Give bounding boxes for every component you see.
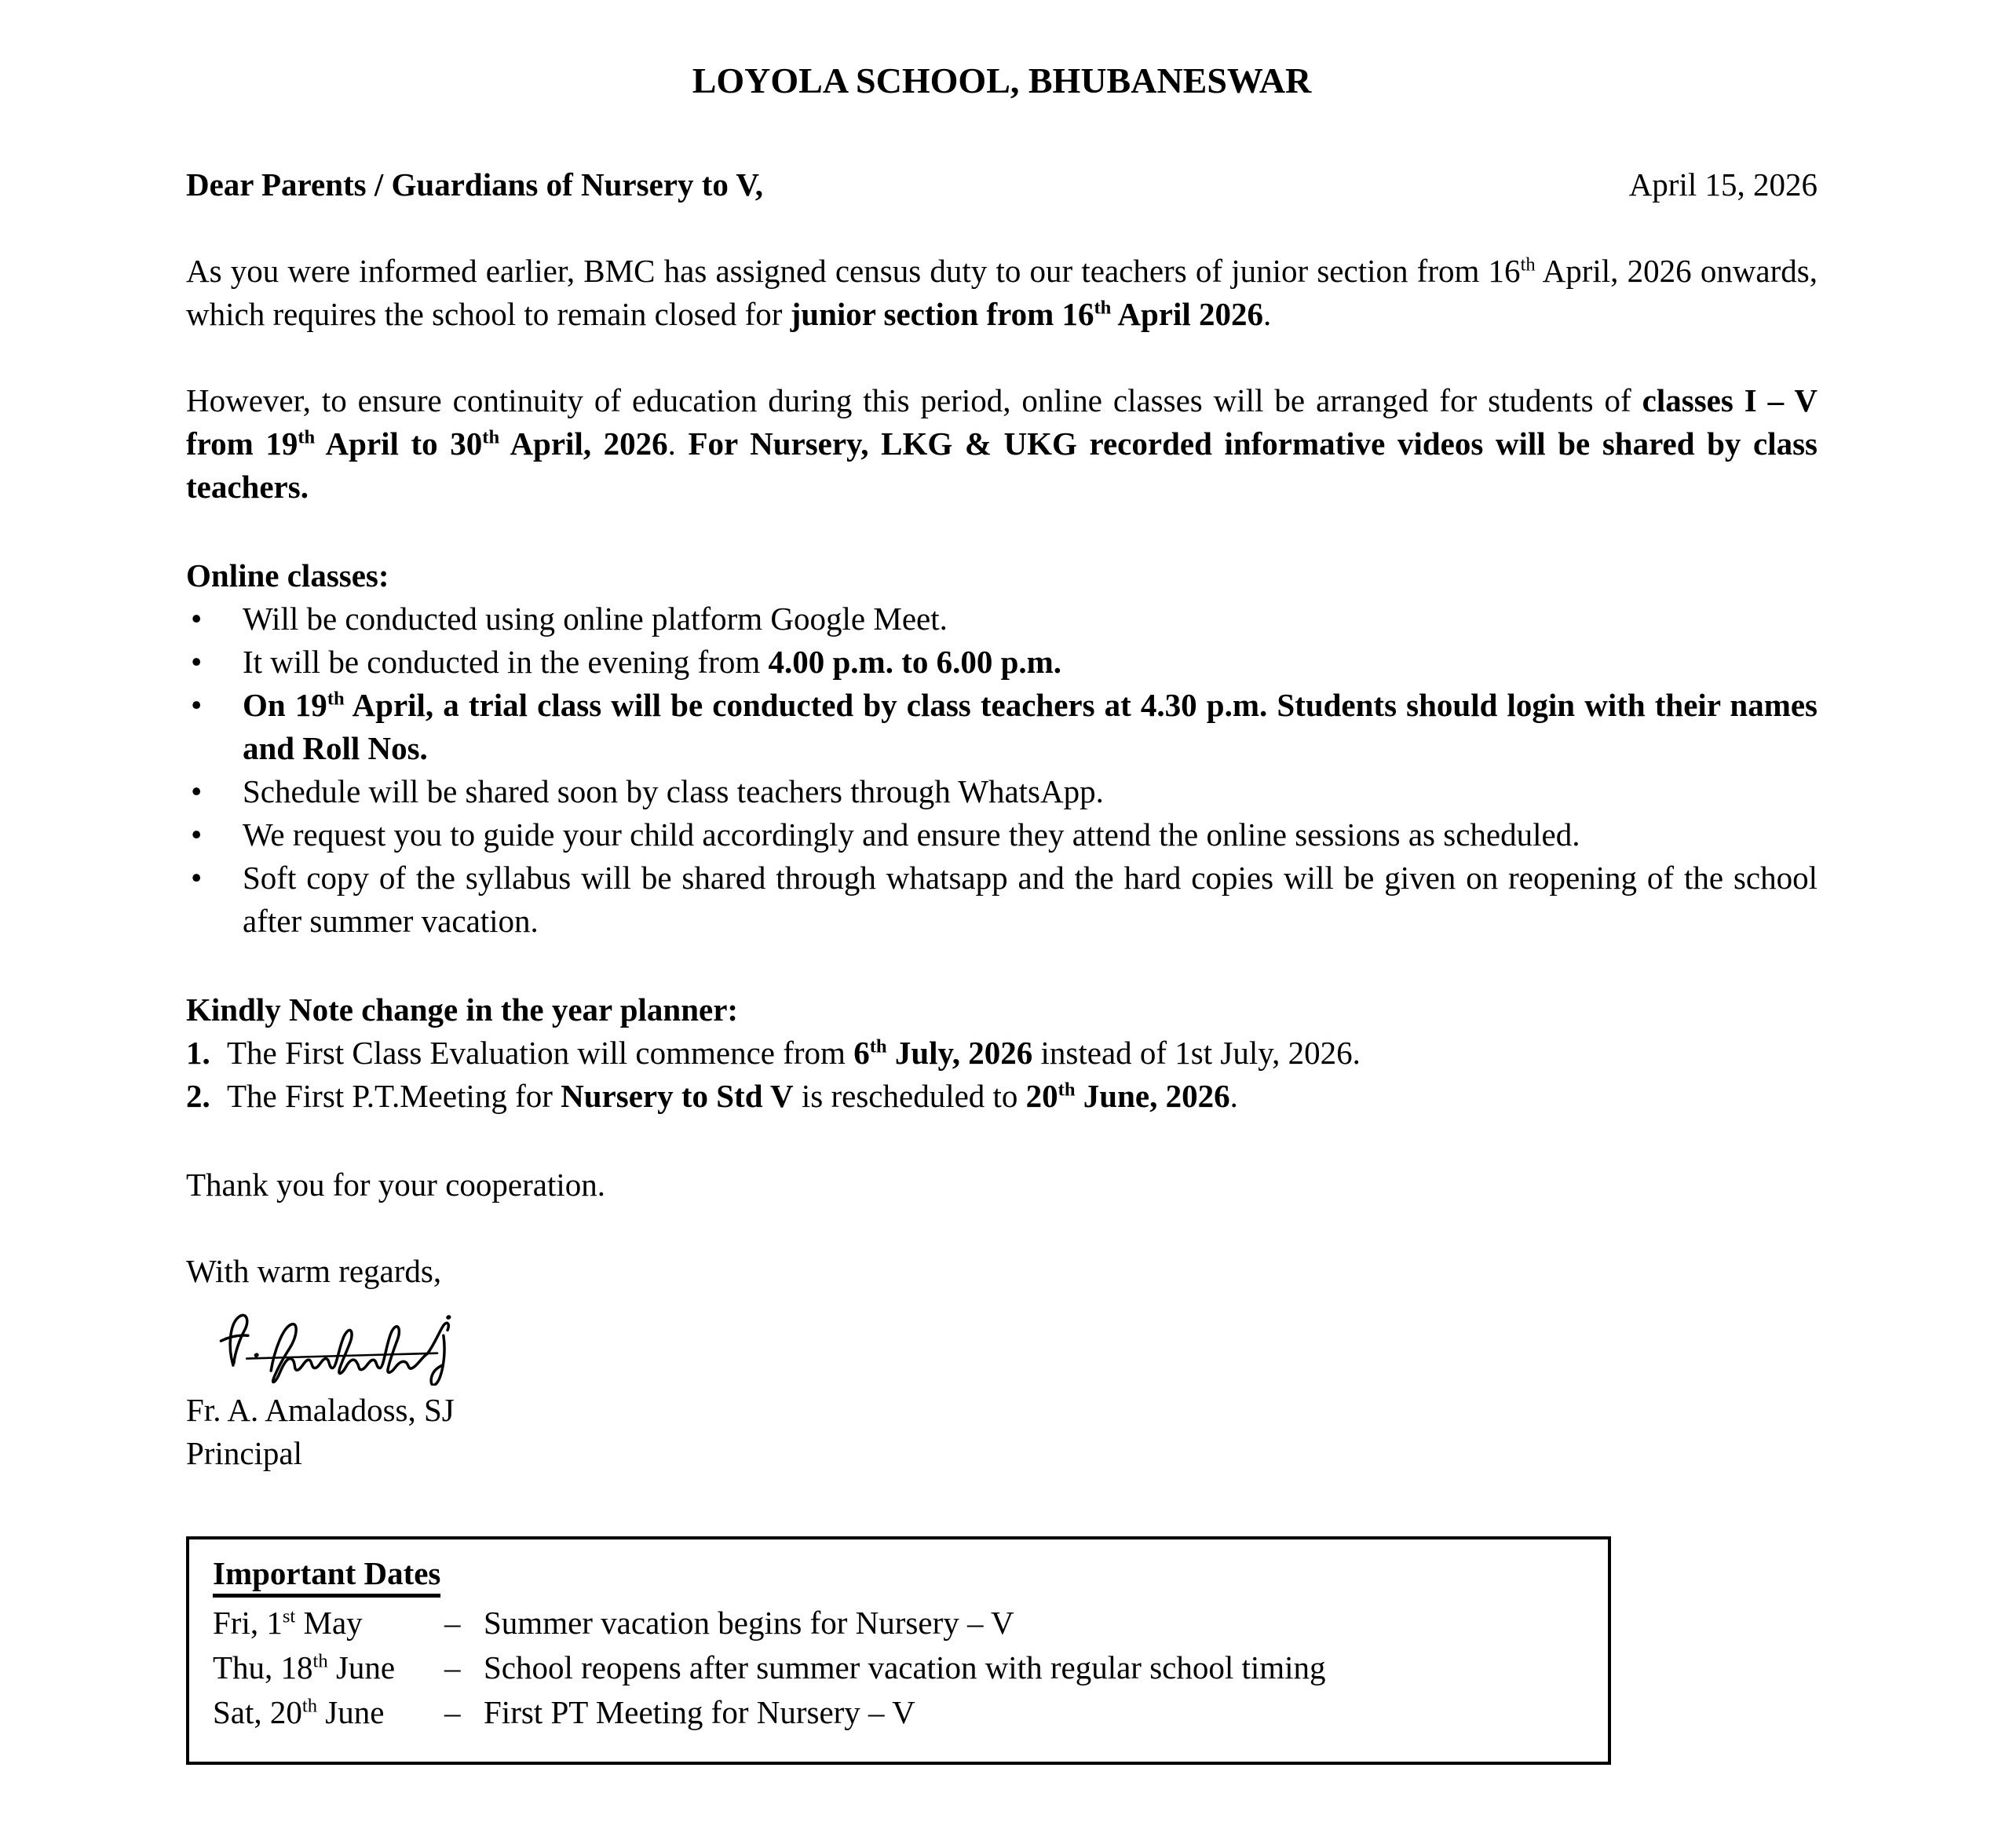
online-classes-bullet-list <box>186 597 1818 943</box>
regards-line: With warm regards, <box>186 1253 442 1289</box>
online-classes-heading: Online classes: <box>186 557 389 593</box>
important-dates-heading: Important Dates <box>213 1554 440 1598</box>
bullet-guide-child: • We request you to guide your child accordingly and ensure they attend the online sessions as scheduled. <box>186 813 1818 856</box>
salutation-row <box>186 163 1818 206</box>
planner-item-pt-meeting <box>186 1075 1818 1118</box>
important-date-row-summer-vacation <box>213 1601 1584 1645</box>
planner-item-text: The First Class Evaluation will commence from 6th July, 2026 instead of 1st July, 2026. <box>227 1035 1361 1071</box>
date-cell: Thu, 18th June <box>213 1649 396 1685</box>
date-cell: Sat, 20th June <box>213 1694 385 1730</box>
signatory-designation: Principal <box>186 1435 303 1471</box>
bullet-evening-timing: • It will be conducted in the evening from 4.00 p.m. to 6.00 p.m. <box>186 641 1818 684</box>
bullet-syllabus-copy: • Soft copy of the syllabus will be shared through whatsapp and the hard copies will be given on reopening of the school after summer vacation. <box>186 856 1818 943</box>
signature-icon <box>186 1298 524 1386</box>
dash-separator: – <box>444 1649 461 1685</box>
salutation-text: Dear Parents / Guardians of Nursery to V, <box>186 166 763 203</box>
important-dates-box <box>186 1536 1611 1765</box>
school-title: LOYOLA SCHOOL, BHUBANESWAR <box>692 60 1312 100</box>
planner-item-number: 1. <box>186 1035 210 1071</box>
event-description: School reopens after summer vacation with regular school timing <box>484 1649 1326 1685</box>
date-cell: Fri, 1st May <box>213 1605 363 1641</box>
year-planner-heading: Kindly Note change in the year planner: <box>186 992 739 1028</box>
letter-date: April 15, 2026 <box>1628 166 1818 203</box>
event-description: First PT Meeting for Nursery – V <box>484 1694 915 1730</box>
paragraph-census-duty: As you were informed earlier, BMC has assigned census duty to our teachers of junior section from 16th April, 2026 onwards, which requires the school to remain closed for junior section from 16th April 2026. <box>186 253 1818 332</box>
planner-item-text: The First P.T.Meeting for Nursery to Std V is rescheduled to 20th June, 2026. <box>227 1078 1238 1114</box>
planner-item-evaluation <box>186 1032 1818 1075</box>
paragraph-online-classes-arranged: However, to ensure continuity of education during this period, online classes will be arranged for students of classes I – V from 19th April to 30th April, 2026. For Nursery, LKG & UKG recorded informative videos will be shared by class teachers. <box>186 382 1818 505</box>
thanks-line: Thank you for your cooperation. <box>186 1167 605 1203</box>
bullet-trial-class: • On 19th April, a trial class will be conducted by class teachers at 4.30 p.m. Students should login with their names and Roll Nos. <box>186 684 1818 770</box>
event-description: Summer vacation begins for Nursery – V <box>484 1605 1014 1641</box>
signatory-name: Fr. A. Amaladoss, SJ <box>186 1392 455 1428</box>
dash-separator: – <box>444 1694 461 1730</box>
important-date-row-school-reopens <box>213 1645 1584 1690</box>
important-date-row-pt-meeting <box>213 1690 1584 1735</box>
bullet-google-meet: • Will be conducted using online platform Google Meet. <box>186 597 1818 641</box>
dash-separator: – <box>444 1605 461 1641</box>
bullet-schedule-whatsapp: • Schedule will be shared soon by class teachers through WhatsApp. <box>186 770 1818 813</box>
principal-signature <box>186 1298 1818 1386</box>
planner-item-number: 2. <box>186 1078 210 1114</box>
